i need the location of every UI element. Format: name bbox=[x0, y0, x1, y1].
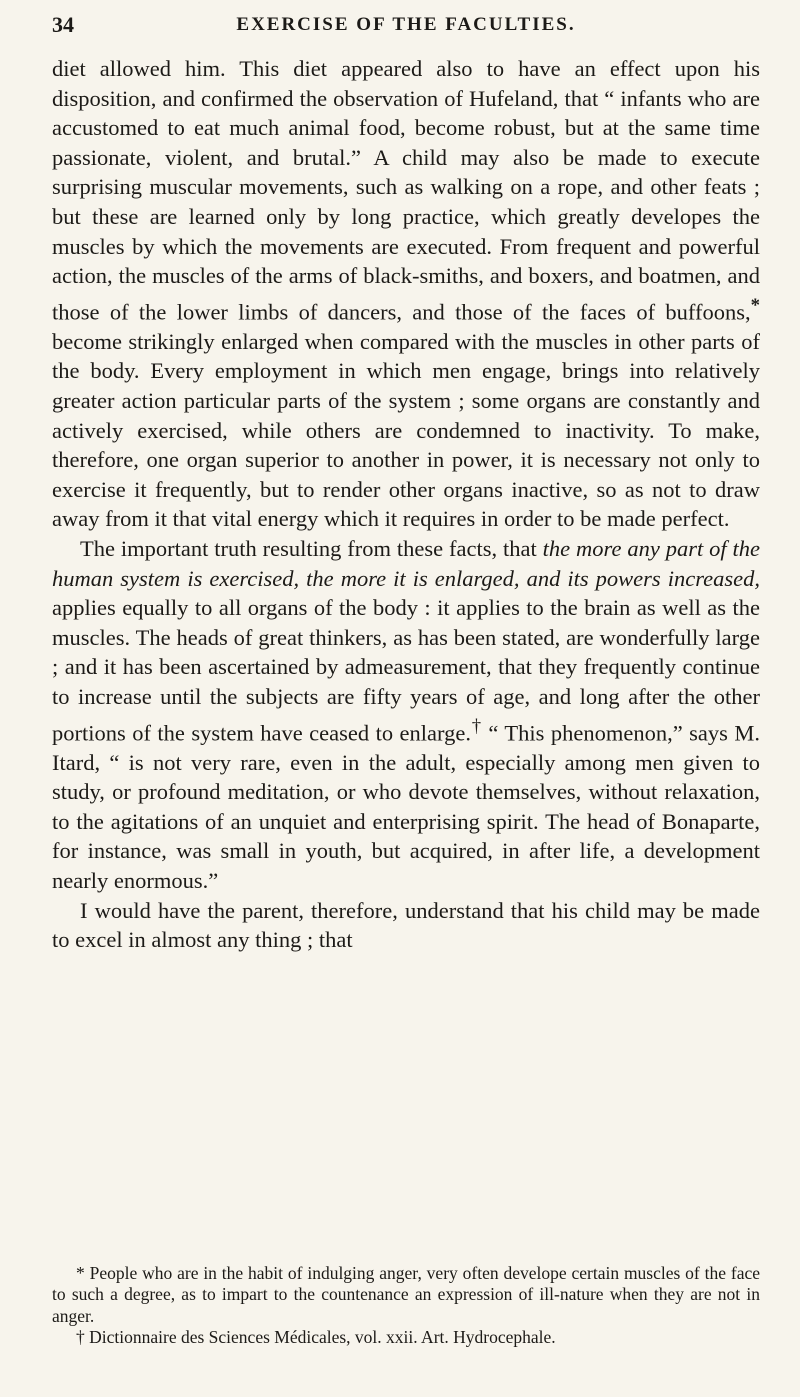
footnote-marker-asterisk: * bbox=[750, 294, 760, 316]
page-number: 34 bbox=[52, 12, 74, 37]
footnote-1: * People who are in the habit of indulging anger, very often develope certain muscles of the face to such a degree, as to impart to the countenance an expression of ill-nature when they are not in anger. bbox=[52, 1263, 760, 1326]
paragraph-1 bbox=[52, 54, 760, 534]
paragraph-2-text-a: The important truth resulting from these facts, that bbox=[80, 536, 543, 561]
paragraph-2-text-c: “ This phenomenon,” says M. Itard, “ is not very rare, even in the adult, especially among men given to study, or profound meditation, or who devote themselves, without relaxation, to the agitations of an unquiet and enterprising spirit. The head of Bonaparte, for instance, was small in youth, but acquired, in after life, a development nearly enormous.” bbox=[52, 720, 760, 894]
paragraph-2 bbox=[52, 534, 760, 896]
paragraph-1-text-b: become strikingly enlarged when compared with the muscles in other parts of the body. Every employment in which men engage, brings into relatively greater action particular parts of the system ; some organs are constantly and actively exercised, while others are condemned to inactivity. To make, therefore, one organ superior to another in power, it is necessary not only to exercise it frequently, but to render other organs inactive, so as not to draw away from it that vital energy which it requires in order to be made perfect. bbox=[52, 328, 760, 532]
paragraph-3: I would have the parent, therefore, understand that his child may be made to excel in almost any thing ; that bbox=[52, 897, 760, 953]
footnote-marker-dagger: † bbox=[470, 715, 482, 737]
book-page bbox=[0, 8, 800, 1397]
footnote-2: † Dictionnaire des Sciences Médicales, vol. xxii. Art. Hydrocephale. bbox=[76, 1327, 556, 1348]
running-title: EXERCISE OF THE FACULTIES. bbox=[236, 14, 576, 35]
page-header bbox=[52, 8, 760, 48]
main-text bbox=[52, 54, 760, 955]
paragraph-2-text-b: applies equally to all organs of the body : it applies to the brain as well as the muscles. The heads of great thinkers, as has been stated, are wonderfully large ; and it has been ascertained by admeasurement, that they frequently continue to increase until the subjects are fifty years of age, and long after the other portions of the system have ceased to enlarge. bbox=[52, 595, 760, 746]
paragraph-1-text-a: diet allowed him. This diet appeared also to have an effect upon his disposition, and confirmed the observation of Hufeland, that “ infants who are accustomed to eat much animal food, become robust, but at the same time passionate, violent, and brutal.” A child may also be made to execute surprising muscular movements, such as walking on a rope, and other feats ; but these are learned only by long practice, which greatly developes the muscles by which the movements are executed. From frequent and powerful action, the muscles of the arms of black-smiths, and boxers, and boatmen, and those of the lower limbs of dancers, and those of the faces of buffoons, bbox=[52, 56, 760, 325]
footnotes bbox=[52, 1263, 760, 1349]
paragraph-2-italic: the more any part of the human system is exercised, the more it is enlarged, and its powers increased, bbox=[52, 536, 760, 591]
